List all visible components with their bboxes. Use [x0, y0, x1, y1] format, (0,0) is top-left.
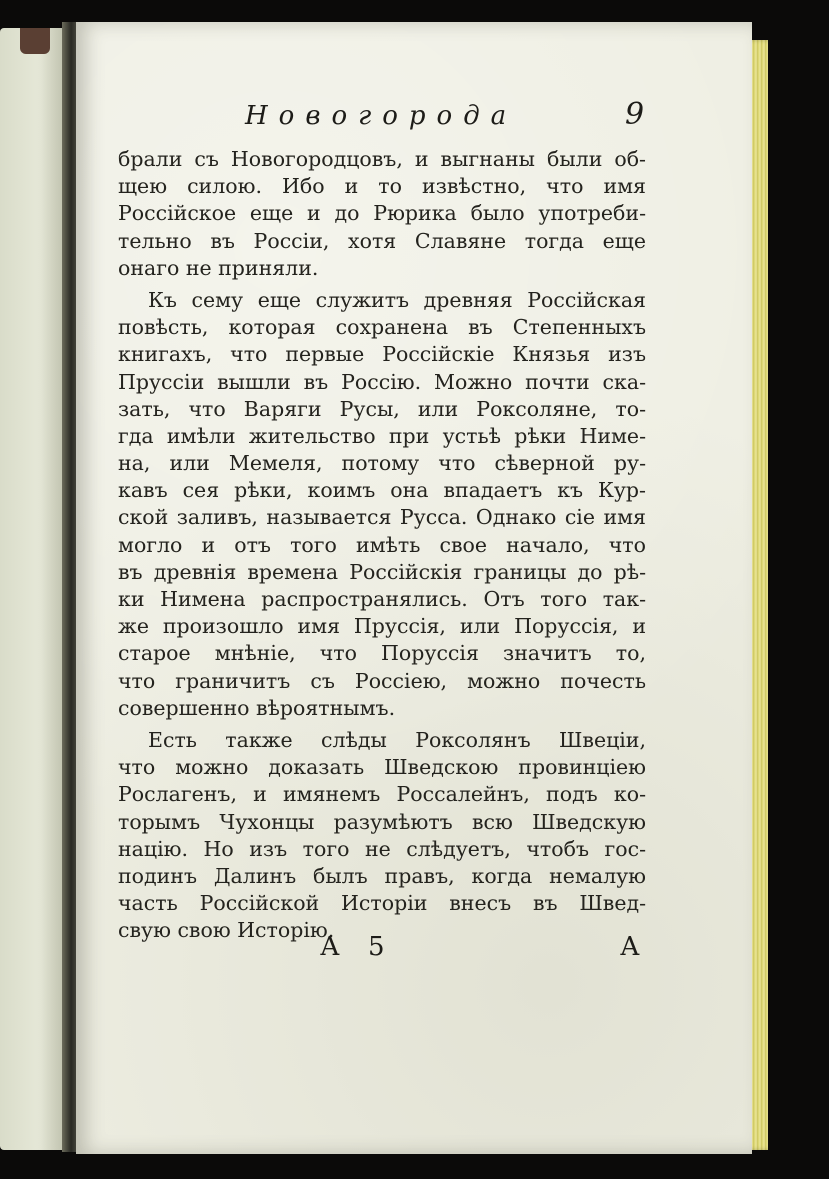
text-line: брали съ Новогородцовъ, и выгнаны были об-	[118, 147, 646, 171]
signature-mark: А 5	[320, 932, 395, 962]
page-number: 9	[625, 97, 645, 132]
text-line: тельно въ Россіи, хотя Славяне тогда еще	[118, 228, 646, 253]
text-line: ской заливъ, называется Русса. Однако сіе имя	[118, 505, 646, 530]
text-line: націю. Но изъ того не слѣдуетъ, чтобъ гос-	[118, 836, 646, 861]
text-line: Пруссіи вышли въ Россію. Можно почти ска-	[118, 369, 646, 394]
text-line: зать, что Варяги Русы, или Роксоляне, то-	[118, 396, 646, 421]
text-line: совершенно вѣроятнымъ.	[118, 695, 396, 720]
body-text	[118, 146, 646, 944]
text-line: часть Россійской Исторіи внесъ въ Швед-	[118, 891, 646, 916]
text-line: ки Нимена распространялись. Отъ того так-	[118, 587, 646, 611]
text-line: Есть также слѣды Роксолянъ Швеціи,	[148, 727, 646, 752]
text-line: подинъ Далинъ былъ правъ, когда немалую	[118, 863, 646, 888]
text-line: что можно доказать Шведскою провинціею	[118, 755, 646, 780]
text-line: Россійское еще и до Рюрика было употреби-	[118, 201, 646, 226]
catchword: А	[620, 932, 640, 962]
text-line: онаго не приняли.	[118, 255, 319, 280]
text-line: что граничитъ съ Россіею, можно почесть	[118, 668, 646, 693]
text-line: старое мнѣніе, что Поруссія значитъ то,	[118, 641, 646, 666]
ribbon-marker	[20, 28, 50, 54]
text-line: Къ сему еще служитъ древняя Россійская	[148, 287, 646, 312]
text-line: кавъ сея рѣки, коимъ она впадаетъ къ Кур-	[118, 478, 646, 503]
text-line: повѣсть, которая сохранена въ Степенныхъ	[118, 315, 646, 340]
running-head: Новогорода	[245, 101, 518, 131]
text-line: Рослагенъ, и имянемъ Россалейнъ, подъ ко-	[118, 782, 646, 807]
text-line: свую свою Исторію.	[118, 918, 335, 943]
text-line: могло и отъ того имѣть свое начало, что	[118, 532, 646, 557]
text-line: гда имѣли жительство при устьѣ рѣки Ниме-	[118, 423, 646, 448]
text-line: же произошло имя Пруссія, или Поруссія, и	[118, 614, 646, 639]
text-line: на, или Мемеля, потому что сѣверной ру-	[118, 451, 646, 476]
text-line: торымъ Чухонцы разумѣютъ всю Шведскую	[118, 809, 646, 834]
text-line: щею силою. Ибо и то извѣстно, что имя	[118, 174, 646, 199]
text-line: книгахъ, что первые Россійскіе Князья изъ	[118, 342, 646, 367]
text-line: въ древнія времена Россійскія границы до рѣ-	[118, 559, 646, 584]
